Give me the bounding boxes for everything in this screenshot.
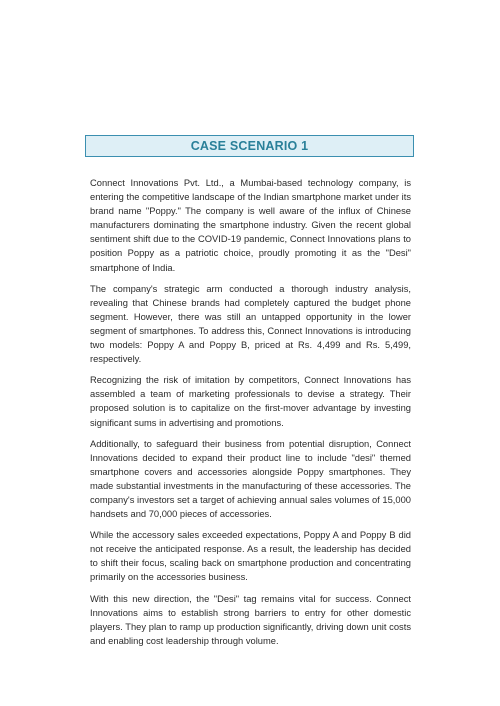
paragraph-company-intro: Connect Innovations Pvt. Ltd., a Mumbai-based technology company, is entering the competitive landscape of the Indian smartphone market under its brand name "Poppy." The company is well aware of the influx of Chinese manufacturers dominating the smartphone industry. Given the recent global sentiment shift due to the COVID-19 pandemic, Connect Innovations plans to position Poppy as a patriotic choice, proudly promoting it as the "Desi" smartphone of India.	[90, 178, 411, 273]
paragraph-sales-outcome: While the accessory sales exceeded expectations, Poppy A and Poppy B did not receive the anticipated response. As a result, the leadership has decided to shift their focus, scaling back on smartphone production and concentrating primarily on the accessories business.	[90, 530, 411, 583]
paragraph-industry-analysis: The company's strategic arm conducted a thorough industry analysis, revealing that Chinese brands had completely captured the budget phone segment. However, there was still an untapped opportunity in the lower segment of smartphones. To address this, Connect Innovations is introducing two models: Poppy A and Poppy B, priced at Rs. 4,499 and Rs. 5,499, respectively.	[90, 283, 411, 365]
case-scenario-heading-box	[85, 135, 414, 157]
paragraph-new-direction: With this new direction, the "Desi" tag remains vital for success. Connect Innovations aims to establish strong barriers to entry for other domestic players. They plan to ramp up production significantly, driving down unit costs and enabling cost leadership through volume.	[90, 593, 411, 646]
paragraph-marketing-strategy: Recognizing the risk of imitation by competitors, Connect Innovations has assembled a team of marketing professionals to devise a strategy. Their proposed solution is to capitalize on the first-mover advantage by investing significant sums in advertising and promotions.	[90, 375, 411, 428]
case-scenario-body	[90, 176, 411, 655]
paragraph-product-line-expansion: Additionally, to safeguard their business from potential disruption, Connect Innovations decided to expand their product line to include "desi" themed smartphone covers and accessories alongside Poppy smartphones. They made substantial investments in the manufacturing of these accessories. The company's investors set a target of achieving annual sales volumes of 15,000 handsets and 70,000 pieces of accessories.	[90, 438, 411, 520]
case-scenario-title: CASE SCENARIO 1	[190, 139, 309, 153]
